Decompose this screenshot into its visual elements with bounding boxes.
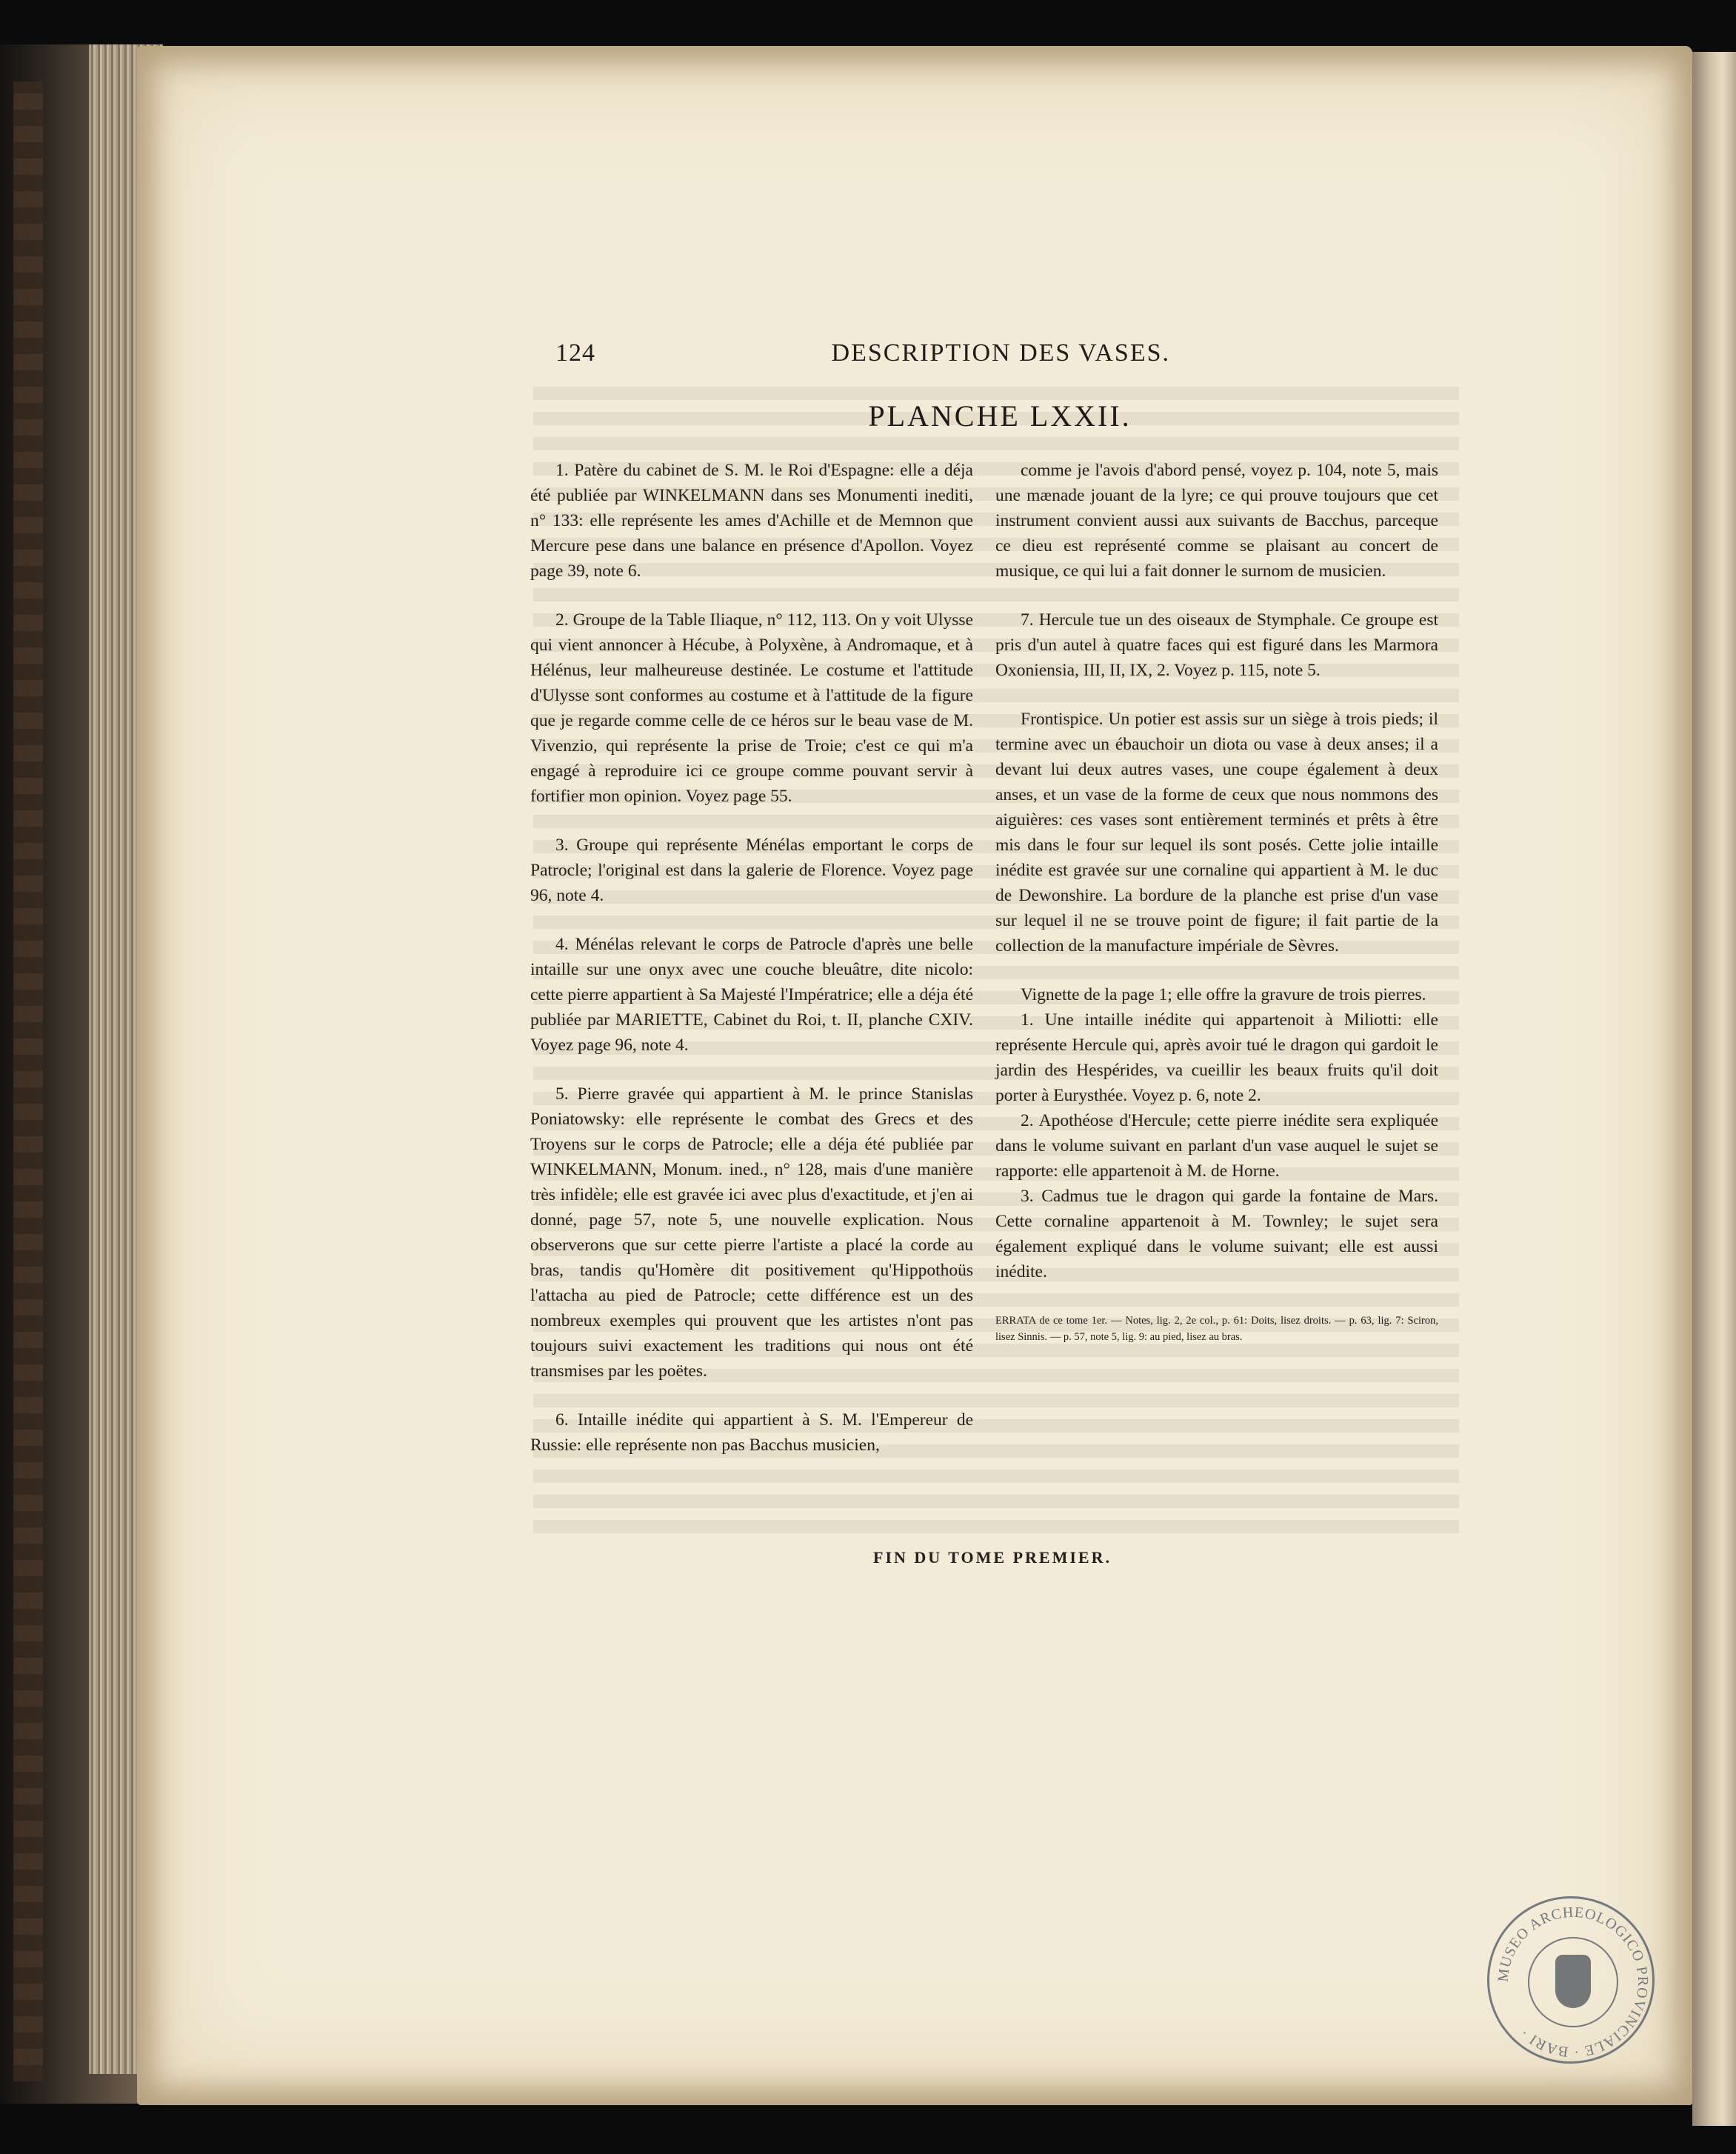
paragraph: 5. Pierre gravée qui appartient à M. le prince Stanislas Poniatowsky: elle représente le combat des Grecs et des Troyens sur le corps de Patrocle; elle a déja été publiée par WINKELMANN, Monum. ined., n° 128, mais d'une manière très infidèle; elle est gravée ici avec plus d'exactitude, et j'en ai donné, page 57, note 5, une nouvelle explication. Nous observerons que sur cette pierre l'artiste a placé la corde au bras, tandis qu'Homère dit positivement qu'Hippothoüs l'attacha au pied de Patrocle; cette différence est un des nombreux exemples qui prouvent que les artistes n'ont pas toujours suivi exactement les traditions qui nous ont été transmises par les poëtes. [530, 1084, 973, 1381]
left-column [530, 458, 973, 1458]
plate-title: PLANCHE LXXII. [868, 399, 1132, 433]
facing-page-edge [1692, 52, 1736, 2126]
end-of-volume: FIN DU TOME PREMIER. [873, 1548, 1112, 1567]
marbled-cover [13, 81, 43, 2081]
page-header [555, 339, 1170, 384]
svg-text:MUSEO ARCHEOLOGICO PROVINCIALE: MUSEO ARCHEOLOGICO PROVINCIALE · BARI · [1495, 1904, 1652, 2061]
paragraph: 7. Hercule tue un des oiseaux de Stymphale. Ce groupe est pris d'un autel à quatre faces qui est figuré dans les Marmora Oxoniensia, III, II, IX, 2. Voyez p. 115, note 5. [995, 610, 1438, 680]
coat-of-arms-icon [1555, 1955, 1591, 2008]
paragraph: 6. Intaille inédite qui appartient à S. M. l'Empereur de Russie: elle représente non pas Bacchus musicien, [530, 1410, 973, 1455]
running-head: DESCRIPTION DES VASES. [831, 339, 1170, 367]
paragraph: Frontispice. Un potier est assis sur un siège à trois pieds; il termine avec un ébauchoir un diota ou vase à deux anses; il a devant lui deux autres vases, une coupe également à deux anses, et un vase de la forme de ceux que nous nommons des aiguières: ces vases sont entièrement terminés et prêts à être mis dans le four sur lequel ils sont posés. Cette jolie intaille inédite est gravée sur une cornaline qui appartient à M. le duc de Dewonshire. La bordure de la planche est prise d'un vase sur lequel il ne se trouve point de figure; il fait partie de la collection de la manufacture impériale de Sèvres. [995, 710, 1438, 956]
paragraph: 1. Une intaille inédite qui appartenoit à Miliotti: elle représente Hercule qui, après avoir tué le dragon qui gardoit le jardin des Hespérides, va cueillir les beaux fruits qu'il doit porter à Eurysthée. Voyez p. 6, note 2. [995, 1010, 1438, 1105]
paragraph: 4. Ménélas relevant le corps de Patrocle d'après une belle intaille sur une onyx avec une couche bleuâtre, dite nicolo: cette pierre appartient à Sa Majesté l'Impératrice; elle a déja été publiée par MARIETTE, Cabinet du Roi, t. II, planche CXIV. Voyez page 96, note 4. [530, 935, 973, 1055]
errata-note: ERRATA de ce tome 1er. — Notes, lig. 2, 2e col., p. 61: Doits, lisez droits. — p. 63, lig. 7: Sciron, lisez Sinnis. — p. 57, note 5, lig. 9: au pied, lisez au bras. [995, 1315, 1438, 1343]
museum-stamp [1487, 1896, 1655, 2064]
paragraph: 2. Groupe de la Table Iliaque, n° 112, 113. On y voit Ulysse qui vient annoncer à Hécube, à Polyxène, à Andromaque, et à Hélénus, leur malheureuse destinée. Le costume et l'attitude d'Ulysse sont conformes au costume et à l'attitude de la figure que je regarde comme celle de ce héros sur le beau vase de M. Vivenzio, qui représente la prise de Troie; c'est ce qui m'a engagé à reproduire ici ce groupe comme pouvant servir à fortifier mon opinion. Voyez page 55. [530, 610, 973, 806]
right-column [995, 458, 1438, 1345]
paragraph: 1. Patère du cabinet de S. M. le Roi d'Espagne: elle a déja été publiée par WINKELMANN dans ses Monumenti inediti, n° 133: elle représente les ames d'Achille et de Memnon que Mercure pese dans une balance en présence d'Apollon. Voyez page 39, note 6. [530, 461, 973, 581]
page-number: 124 [555, 339, 595, 367]
paragraph: 3. Groupe qui représente Ménélas emportant le corps de Patrocle; l'original est dans la galerie de Florence. Voyez page 96, note 4. [530, 836, 973, 905]
paragraph: 3. Cadmus tue le dragon qui garde la fontaine de Mars. Cette cornaline appartenoit à M. Townley; le sujet sera également expliqué dans le volume suivant; elle est aussi inédite. [995, 1187, 1438, 1281]
paragraph: Vignette de la page 1; elle offre la gravure de trois pierres. [1021, 985, 1426, 1004]
paragraph: comme je l'avois d'abord pensé, voyez p. 104, note 5, mais une mænade jouant de la lyre; ce qui prouve toujours que cet instrument convient aussi aux suivants de Bacchus, parceque ce dieu est représenté comme se plaisant au concert de musique, ce qui lui a fait donner le surnom de musicien. [995, 461, 1438, 581]
paragraph: 2. Apothéose d'Hercule; cette pierre inédite sera expliquée dans le volume suivant en parlant d'un vase auquel le sujet se rapporte: elle appartenoit à M. de Horne. [995, 1111, 1438, 1181]
